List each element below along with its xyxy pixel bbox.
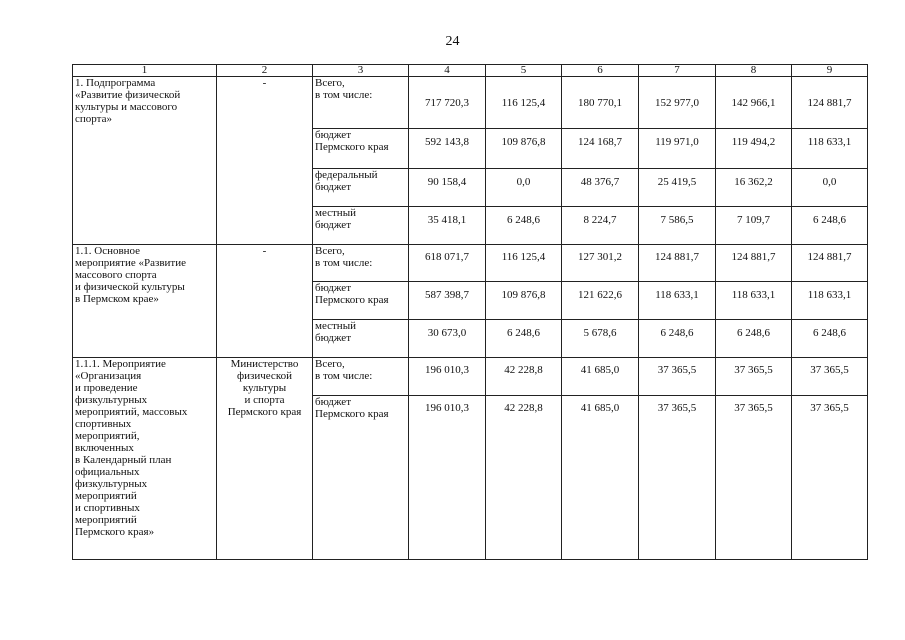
table-row	[73, 358, 868, 396]
value-cell: 37 365,5	[639, 358, 716, 396]
column-number: 9	[792, 65, 868, 77]
value-cell: 42 228,8	[486, 396, 562, 560]
value-cell: 25 419,5	[639, 169, 716, 207]
funding-source: федеральный бюджет	[313, 169, 409, 207]
value-cell: 30 673,0	[409, 320, 486, 358]
funding-source: Всего, в том числе:	[313, 77, 409, 129]
value-cell: 6 248,6	[792, 320, 868, 358]
table-row	[73, 77, 868, 129]
value-cell: 37 365,5	[792, 358, 868, 396]
page-number: 24	[445, 34, 460, 49]
value-cell: 116 125,4	[486, 77, 562, 129]
value-cell: 7 586,5	[639, 207, 716, 245]
value-cell: 109 876,8	[486, 129, 562, 169]
column-number: 2	[217, 65, 313, 77]
value-cell: 118 633,1	[639, 282, 716, 320]
column-number-row	[73, 65, 868, 77]
value-cell: 8 224,7	[562, 207, 639, 245]
value-cell: 5 678,6	[562, 320, 639, 358]
funding-source: местный бюджет	[313, 320, 409, 358]
value-cell: 41 685,0	[562, 358, 639, 396]
value-cell: 124 881,7	[792, 245, 868, 282]
budget-table	[72, 64, 868, 560]
value-cell: 0,0	[486, 169, 562, 207]
value-cell: 118 633,1	[792, 129, 868, 169]
value-cell: 196 010,3	[409, 358, 486, 396]
value-cell: 124 881,7	[792, 77, 868, 129]
main-activity-name: 1.1. Основное мероприятие «Развитие массового спорта и физической культуры в Пермском крае»	[73, 245, 217, 358]
funding-source: бюджет Пермского края	[313, 396, 409, 560]
funding-source: бюджет Пермского края	[313, 282, 409, 320]
value-cell: 6 248,6	[486, 320, 562, 358]
value-cell: 118 633,1	[716, 282, 792, 320]
value-cell: 7 109,7	[716, 207, 792, 245]
column-number: 4	[409, 65, 486, 77]
column-number: 7	[639, 65, 716, 77]
value-cell: 196 010,3	[409, 396, 486, 560]
value-cell: 119 971,0	[639, 129, 716, 169]
value-cell: 42 228,8	[486, 358, 562, 396]
column-number: 1	[73, 65, 217, 77]
funding-source: Всего, в том числе:	[313, 245, 409, 282]
value-cell: 124 881,7	[639, 245, 716, 282]
value-cell: 116 125,4	[486, 245, 562, 282]
value-cell: 618 071,7	[409, 245, 486, 282]
value-cell: 6 248,6	[792, 207, 868, 245]
value-cell: 90 158,4	[409, 169, 486, 207]
funding-source: Всего, в том числе:	[313, 358, 409, 396]
value-cell: 37 365,5	[792, 396, 868, 560]
value-cell: 6 248,6	[716, 320, 792, 358]
executor: -	[217, 77, 313, 245]
value-cell: 124 881,7	[716, 245, 792, 282]
column-number: 6	[562, 65, 639, 77]
program-name: 1. Подпрограмма «Развитие физической культуры и массового спорта»	[73, 77, 217, 245]
executor: Министерство физической культуры и спорта Пермского края	[217, 358, 313, 560]
table-row	[73, 245, 868, 282]
activity-name: 1.1.1. Мероприятие «Организация и проведение физкультурных мероприятий, массовых спортивных мероприятий, включенных в Календарный план официальных физкультурных мероприятий и спортивных мероприятий Пермского края»	[73, 358, 217, 560]
value-cell: 37 365,5	[716, 396, 792, 560]
column-number: 3	[313, 65, 409, 77]
value-cell: 6 248,6	[486, 207, 562, 245]
column-number: 5	[486, 65, 562, 77]
funding-source: местный бюджет	[313, 207, 409, 245]
funding-source: бюджет Пермского края	[313, 129, 409, 169]
value-cell: 109 876,8	[486, 282, 562, 320]
value-cell: 35 418,1	[409, 207, 486, 245]
value-cell: 6 248,6	[639, 320, 716, 358]
value-cell: 0,0	[792, 169, 868, 207]
value-cell: 119 494,2	[716, 129, 792, 169]
value-cell: 717 720,3	[409, 77, 486, 129]
value-cell: 152 977,0	[639, 77, 716, 129]
value-cell: 37 365,5	[639, 396, 716, 560]
value-cell: 587 398,7	[409, 282, 486, 320]
value-cell: 180 770,1	[562, 77, 639, 129]
column-number: 8	[716, 65, 792, 77]
value-cell: 121 622,6	[562, 282, 639, 320]
value-cell: 16 362,2	[716, 169, 792, 207]
value-cell: 48 376,7	[562, 169, 639, 207]
executor: -	[217, 245, 313, 358]
value-cell: 41 685,0	[562, 396, 639, 560]
value-cell: 127 301,2	[562, 245, 639, 282]
value-cell: 118 633,1	[792, 282, 868, 320]
value-cell: 592 143,8	[409, 129, 486, 169]
value-cell: 142 966,1	[716, 77, 792, 129]
value-cell: 37 365,5	[716, 358, 792, 396]
value-cell: 124 168,7	[562, 129, 639, 169]
